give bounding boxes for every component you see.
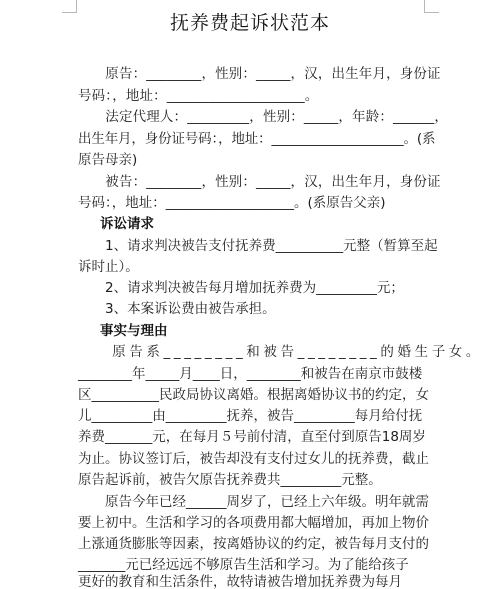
- claim-2-line: 2、请求判决被告每月增加抚养费为_________元；: [78, 280, 404, 296]
- facts-heading: 事实与理由: [100, 323, 168, 339]
- plaintiff-line-2: 号码：，地址：____________________。: [78, 88, 319, 104]
- guardian-line-2: 出生年月，身份证号码：，地址：____________________。(系: [78, 131, 436, 147]
- reason-line-1: 原告今年已经______周岁了，已经上六年级。明年就需: [78, 494, 429, 510]
- facts-line-3: 区__________民政局协议离婚。根据离婚协议书的约定，女: [78, 387, 429, 403]
- claim-1-line-2: 诉时止）。: [78, 259, 139, 275]
- guardian-line-3: 原告母亲): [78, 152, 138, 168]
- plaintiff-line-1: 原告：________，性别：_____，汉，出生年月，身份证: [78, 66, 441, 82]
- claims-heading: 诉讼请求: [100, 216, 154, 232]
- facts-line-7: 原告起诉前，被告欠原告抚养费共_________元整。: [78, 472, 382, 488]
- document-title: 抚养费起诉状范本: [169, 12, 330, 34]
- reason-line-3: 上涨通货膨胀等因素，按离婚协议的约定，被告每月支付的: [78, 536, 429, 552]
- reason-line-4: _______元已经远远不够原告生活和学习。为了能给孩子: [78, 557, 409, 573]
- facts-line-4: 儿_________由_________抚养，被告_________每月给付抚: [78, 408, 423, 424]
- claim-1-line-1: 1、请求判决被告支付抚养费__________元整（暂算至起: [78, 238, 438, 254]
- facts-line-1: 原告系________和被告________的婚生子女。: [78, 344, 483, 360]
- facts-line-5: 养费_______元，在每月５号前付清，直至付到原告18周岁: [78, 429, 426, 445]
- reason-line-2: 要上初中。生活和学习的各项费用都大幅增加，再加上物价: [78, 515, 429, 531]
- claim-3-line: 3、本案诉讼费由被告承担。: [78, 301, 276, 317]
- defendant-line-2: 号码：，地址：___________________。(系原告父亲): [78, 195, 386, 211]
- reason-line-5: 更好的教育和生活条件，故特请被告增加抚养费为每月: [78, 574, 402, 589]
- facts-line-6: 为止。协议签订后，被告却没有支付过女儿的抚养费，截止: [78, 451, 429, 467]
- facts-line-2: ________年_____月____日，________和被告在南京市鼓楼: [78, 366, 423, 382]
- guardian-line-1: 法定代理人：_________，性别：_____，年龄：______，: [78, 109, 449, 125]
- defendant-line-1: 被告：________，性别：_____，汉，出生年月，身份证: [78, 174, 441, 190]
